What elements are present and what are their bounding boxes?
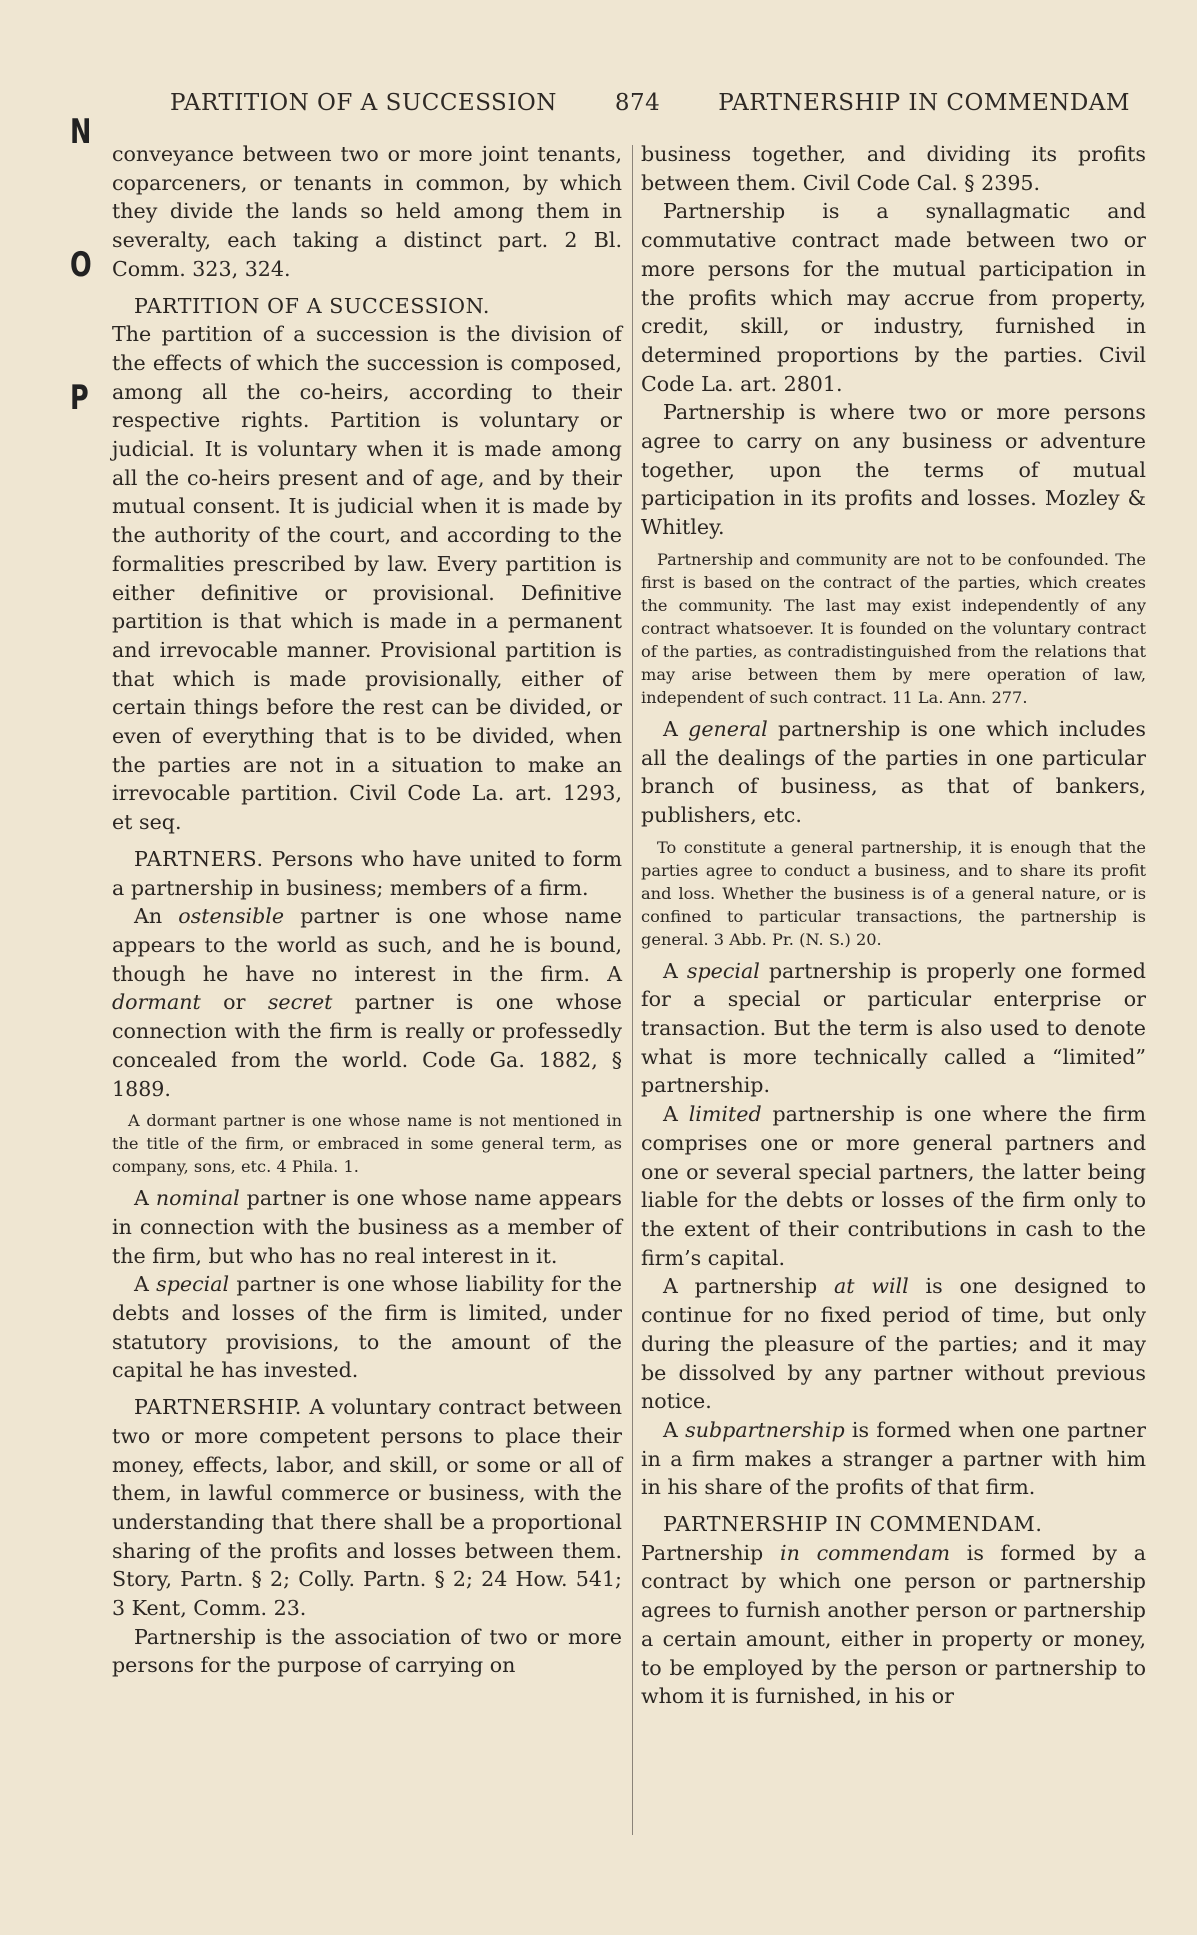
page-number: 874 <box>614 90 661 116</box>
term: in commendam <box>779 1540 951 1565</box>
subentry-association: Partnership is the association of two or more persons for the purpose of carrying on <box>112 1624 622 1678</box>
entry-heading: PARTNERS. <box>134 846 264 871</box>
note-dormant: A dormant partner is one whose name is not mentioned in the title of the firm, or embraced in some general term, as company, sons, etc. 4 Phila. 1. <box>112 1111 622 1177</box>
text: partner is one whose name appears to the world as such, and he is bound, though he have no interest in the firm. A <box>112 904 622 986</box>
subentry-special-partnership <box>641 957 1146 1101</box>
subentry-general <box>641 715 1146 830</box>
term: secret <box>267 990 333 1015</box>
term: nominal <box>155 1186 240 1211</box>
subentry-limited <box>641 1100 1146 1272</box>
text: is formed when one partner in a firm makes a stranger a partner with him in his share of the profits of that firm. <box>641 1417 1147 1500</box>
entry-heading: PARTNERSHIP IN COMMENDAM. <box>663 1512 1043 1537</box>
text: A <box>134 1186 156 1211</box>
running-header <box>170 86 1130 120</box>
thumb-index-p: P <box>70 378 89 418</box>
entry-heading: PARTITION OF A SUCCESSION. <box>134 293 491 318</box>
text: partner is one whose name appears in connection with the business as a member of the firm, but who has no real interest in it. <box>112 1186 623 1268</box>
text: partner is one whose connection with the firm is really or professedly concealed from the world. Code Ga. 1882, § 1889. <box>112 990 622 1101</box>
entry-text: Persons who have united to form a partnership in business; members of a firm. <box>112 846 622 900</box>
note-community: Partnership and community are not to be confounded. The first is based on the contract of the parties, which creates the community. The last may exist independently of any contract whatsoever. It is founded on the voluntary contract of the parties, as contradistinguished from the relations that may arise between them by mere operation of law, independent of such contract. 11 La. Ann. 277. <box>641 549 1146 707</box>
entry-partners <box>112 845 622 902</box>
subentry-nominal <box>112 1184 622 1270</box>
term: general <box>688 716 768 741</box>
entry-partition-of-succession <box>112 292 622 321</box>
subentry-subpartnership <box>641 1416 1146 1502</box>
entry-partnership <box>112 1393 622 1623</box>
term: subpartnership <box>685 1417 845 1442</box>
left-column <box>112 140 622 1680</box>
text: partnership is properly one formed for a special or particular enterprise or transaction. But the term is also used to denote what is more technically called a “limited” partnership. <box>641 958 1146 1098</box>
column-divider <box>632 145 633 1835</box>
text: Partnership <box>641 1540 780 1565</box>
text: partner is one whose liability for the debts and losses of the firm is limited, under statutory provisions, to the amount of the capital he has invested. <box>112 1272 622 1383</box>
text: is formed by a contract by which one person or partnership agrees to furnish another person or partnership a certain amount, either in property or money, to be employed by the person or partnership to whom it is furnished, in his or <box>641 1540 1147 1709</box>
text: partnership is one which includes all the dealings of the parties in one particular branch of business, as that of bankers, publishers, etc. <box>641 716 1146 827</box>
header-right-guide-word: PARTNERSHIP IN COMMENDAM <box>718 90 1130 116</box>
subentry-mozley: Partnership is where two or more persons agree to carry on any business or adventure together, upon the terms of mutual participation in its profits and losses. Mozley & Whitley. <box>641 400 1146 540</box>
entry-text <box>641 1539 1146 1711</box>
thumb-index-o: O <box>70 245 92 285</box>
term: at will <box>833 1274 909 1299</box>
subentry-at-will <box>641 1272 1146 1416</box>
entry-text: A voluntary contract between two or more competent persons to place their money, effects, labor, and skill, or some or all of them, in lawful commerce or business, with the understanding that there shall be a proportional sharing of the profits and losses between them. Story, Partn. § 2; Colly. Partn. § 2; 24 How. 541; 3 Kent, Comm. 23. <box>112 1395 622 1621</box>
entry-text: The partition of a succession is the division of the effects of which the succession is composed, among all the co-heirs, according to their respective rights. Partition is voluntary or judicial. It is voluntary when it is made among all the co-heirs present and of age, and by their mutual consent. It is judicial when it is made by the authority of the court, and according to the formalities prescribed by law. Every partition is either definitive or provisional. Definitive partition is that which is made in a permanent and irrevocable manner. Provisional partition is that which is made provisionally, either of certain things before the rest can be divided, or even of everything that is to be divided, when the parties are not in a situation to make an irrevocable partition. Civil Code La. art. 1293, et seq. <box>112 322 622 835</box>
entry-partnership-in-commendam <box>641 1510 1146 1539</box>
partnership-continuation: business together, and dividing its profits between them. Civil Code Cal. § 2395. <box>641 142 1146 195</box>
text: A <box>663 1417 686 1442</box>
subentry-special-partner <box>112 1270 622 1385</box>
header-left-guide-word: PARTITION OF A SUCCESSION <box>170 90 557 116</box>
text: A partnership <box>663 1274 834 1299</box>
text: A <box>663 1102 689 1127</box>
term: limited <box>688 1102 762 1127</box>
subentry-synallagmatic: Partnership is a synallagmatic and commutative contract made between two or more persons for the mutual participation in the profits which may accrue from property, credit, skill, or industry, furnished in determined proportions by the parties. Civil Code La. art. 2801. <box>641 199 1146 396</box>
text: A <box>663 716 689 741</box>
text: partnership is one where the firm comprises one or more general partners and one or several special partners, the latter being liable for the debts or losses of the firm only to the extent of their contributions in cash to the firm’s capital. <box>641 1102 1147 1270</box>
partition-continuation: conveyance between two or more joint tenants, coparceners, or tenants in common, by which they divide the lands so held among them in severalty, each taking a distinct part. 2 Bl. Comm. 323, 324. <box>112 142 622 281</box>
term: special <box>156 1272 230 1297</box>
text: A <box>663 958 687 983</box>
entry-heading: PARTNERSHIP. <box>134 1395 302 1420</box>
thumb-index-n: N <box>70 112 92 152</box>
text: A <box>134 1272 157 1297</box>
term: dormant <box>112 990 201 1015</box>
note-general: To constitute a general partnership, it is enough that the parties agree to conduct a business, and to share its profit and loss. Whether the business is of a general nature, or is confined to particular transactions, the partnership is general. 3 Abb. Pr. (N. S.) 20. <box>641 837 1146 949</box>
term: ostensible <box>178 904 285 929</box>
text: is one designed to continue for no fixed period of time, but only during the pleasure of the parties; and it may be dissolved by any partner without previous notice. <box>641 1274 1146 1414</box>
subentry-ostensible-dormant <box>112 902 622 1103</box>
text: An <box>134 904 179 929</box>
right-column <box>641 140 1146 1711</box>
text: or <box>200 990 268 1015</box>
term: special <box>686 958 760 983</box>
